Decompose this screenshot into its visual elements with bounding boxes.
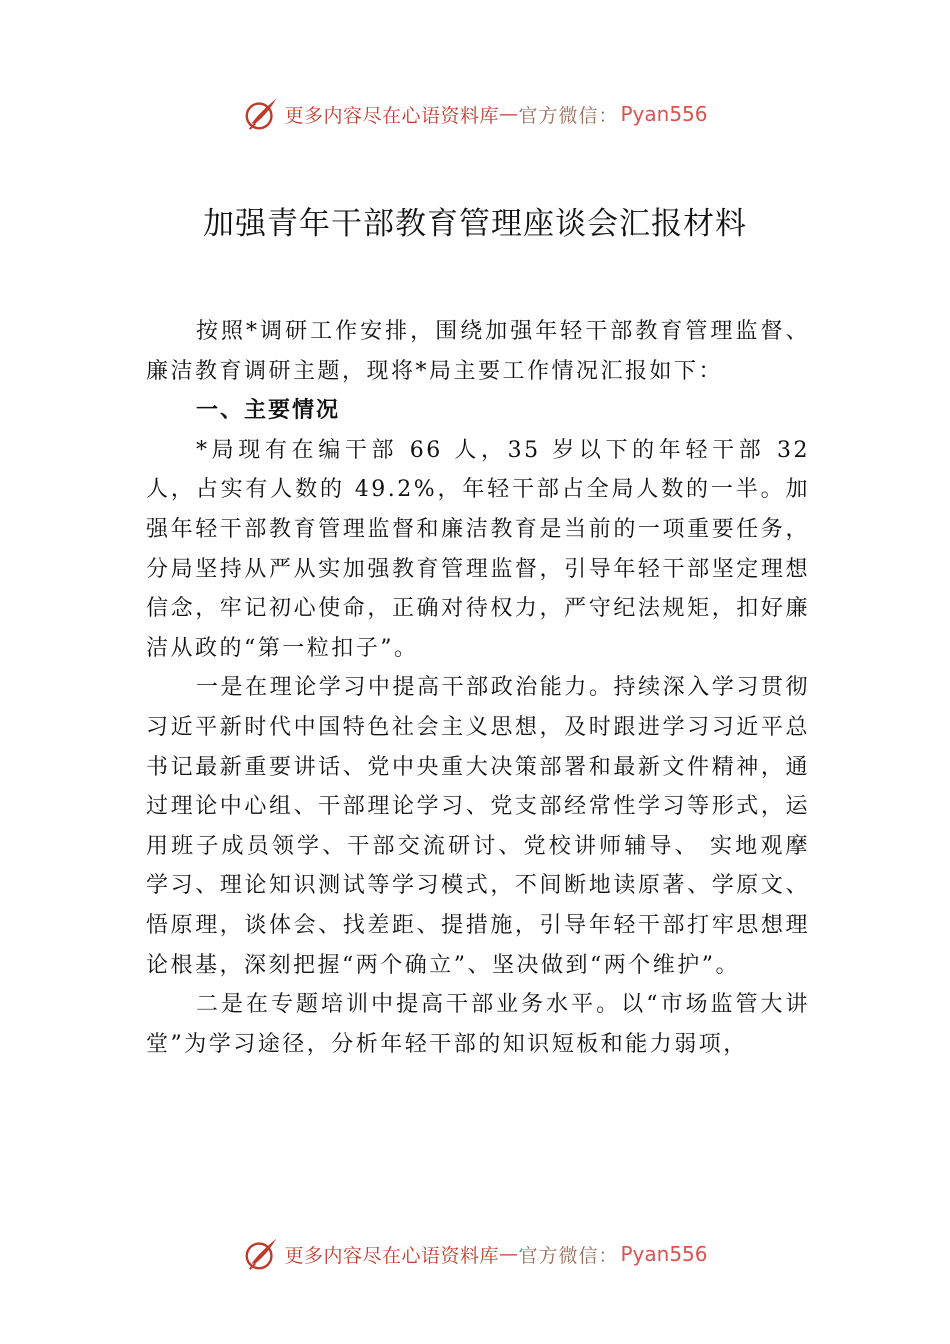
quill-pen-logo-icon — [242, 1235, 280, 1273]
promo-text: 更多内容尽在心语资料库 — [284, 1244, 499, 1267]
promo-text: 更多内容尽在心语资料库 — [284, 104, 499, 127]
quill-pen-logo-icon — [242, 95, 280, 133]
promo-dash: — — [498, 1243, 519, 1265]
intro-paragraph: 按照*调研工作安排，围绕加强年轻干部教育管理监督、廉洁教育调研主题，现将*局主要工作情况汇报如下： — [146, 319, 810, 384]
footer-banner — [0, 1232, 950, 1276]
document-title: 加强青年干部教育管理座谈会汇报材料 — [203, 206, 747, 242]
wechat-id: Pyan556 — [620, 102, 708, 126]
wechat-label: 官方微信： — [518, 1244, 619, 1267]
header-banner — [0, 92, 950, 136]
document-body — [146, 312, 810, 1064]
section-heading: 一、主要情况 — [196, 398, 341, 424]
body-paragraph-2: 一是在理论学习中提高干部政治能力。持续深入学习贯彻习近平新时代中国特色社会主义思想，及时跟进学习习近平总书记最新重要讲话、党中央重大决策部署和最新文件精神，通过理论中心组、干部理论学习、党支部经常性学习等形式，运用班子成员领学、干部交流研讨、党校讲师辅导、 实地观摩学习、理论知识测试等学习模式，不间断地读原著、学原文、悟原理，谈体会、找差距、提措施，引导年轻干部打牢思想理论根基，深刻把握“两个确立”、坚决做到“两个维护”。 — [146, 675, 810, 978]
body-paragraph-1: *局现有在编干部 66 人，35 岁以下的年轻干部 32 人，占实有人数的 49.2%，年轻干部占全局人数的一半。加强年轻干部教育管理监督和廉洁教育是当前的一项重要任务，分局坚持从严从实加强教育管理监督，引导年轻干部坚定理想信念，牢记初心使命，正确对待权力，严守纪法规矩，扣好廉洁从政的“第一粒扣子”。 — [146, 437, 810, 661]
wechat-label: 官方微信： — [518, 104, 619, 127]
promo-dash: — — [498, 103, 519, 125]
wechat-id: Pyan556 — [620, 1242, 708, 1266]
body-paragraph-3: 二是在专题培训中提高干部业务水平。以“市场监管大讲堂”为学习途径，分析年轻干部的知识短板和能力弱项， — [146, 992, 810, 1057]
